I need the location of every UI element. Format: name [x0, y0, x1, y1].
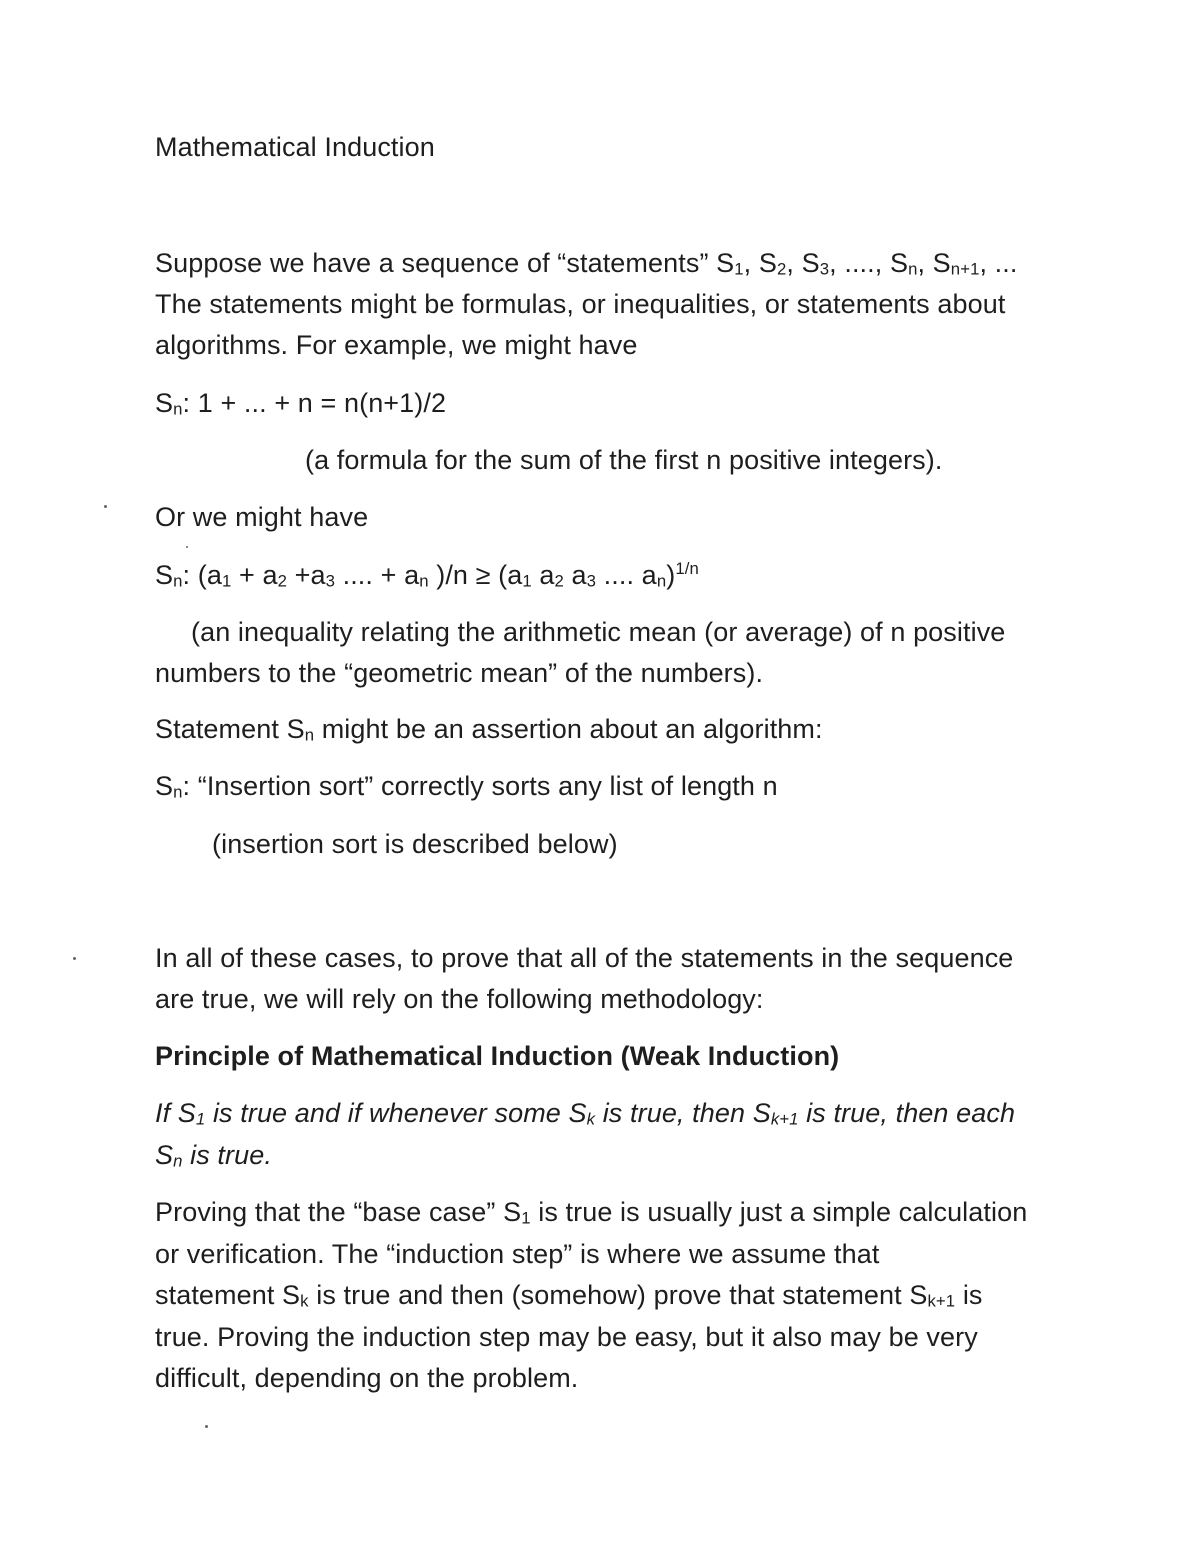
subscript: n+1: [950, 259, 980, 279]
text: : (a: [182, 560, 222, 590]
text: )/n ≥ (a: [428, 560, 523, 590]
principle-heading: Principle of Mathematical Induction (Weak Induction): [155, 1041, 840, 1071]
text: a: [563, 560, 587, 590]
text: S: [155, 1140, 174, 1170]
text: S: [155, 388, 174, 418]
text: Suppose we have a sequence of “statements” S: [155, 248, 735, 278]
subscript: n: [173, 571, 183, 591]
text: might be an assertion about an algorithm:: [314, 714, 823, 744]
scan-speck: [73, 957, 76, 960]
closing-line-4: true. Proving the induction step may be easy, but it also may be very: [155, 1322, 978, 1352]
text: Proving that the “base case” S: [155, 1197, 522, 1227]
text: If S: [155, 1098, 196, 1128]
subscript: 1: [221, 571, 232, 591]
subscript: 3: [325, 571, 335, 591]
text: is true, then each: [798, 1098, 1016, 1128]
example-am-gm-note-1: (an inequality relating the arithmetic mean (or average) of n positive: [191, 617, 1006, 647]
subscript: 1: [195, 1109, 206, 1129]
text: , S: [917, 248, 951, 278]
text: is true.: [182, 1140, 272, 1170]
text: .... + a: [335, 560, 420, 590]
principle-line-2: [155, 1138, 272, 1172]
subscript: n: [656, 571, 667, 591]
subscript: k+1: [927, 1291, 956, 1311]
text: , ...., S: [829, 248, 909, 278]
example-sum-formula: [155, 386, 446, 420]
subscript: 2: [277, 571, 287, 591]
page-title: Mathematical Induction: [155, 132, 435, 162]
text: is true, then S: [595, 1098, 771, 1128]
text: statement S: [155, 1280, 301, 1310]
text: , ...: [979, 248, 1018, 278]
text: .... a: [596, 560, 657, 590]
subscript: n: [304, 725, 315, 745]
example-insertion-sort-note: (insertion sort is described below): [212, 829, 618, 859]
cases-line-2: are true, we will rely on the following methodology:: [155, 984, 764, 1014]
closing-line-2: or verification. The “induction step” is where we assume that: [155, 1239, 880, 1269]
subscript: n: [173, 399, 183, 419]
scan-speck: [205, 1425, 208, 1428]
text: ): [666, 560, 676, 590]
text: S: [155, 771, 174, 801]
example-am-gm-note-2: numbers to the “geometric mean” of the numbers).: [155, 658, 764, 688]
scan-speck: [186, 546, 188, 548]
closing-line-5: difficult, depending on the problem.: [155, 1363, 579, 1393]
subscript: k+1: [770, 1109, 799, 1129]
algorithm-statement: [155, 712, 823, 746]
text: +a: [286, 560, 326, 590]
subscript: n: [908, 259, 918, 279]
text: S: [155, 560, 174, 590]
subscript: k: [586, 1109, 596, 1129]
superscript: 1/n: [675, 558, 699, 578]
intro-line-2: The statements might be formulas, or inequalities, or statements about: [155, 289, 1006, 319]
cases-line-1: In all of these cases, to prove that all of the statements in the sequence: [155, 943, 1014, 973]
subscript: 3: [586, 571, 597, 591]
text: a: [531, 560, 555, 590]
example-am-gm-formula: [155, 558, 699, 592]
text: , S: [743, 248, 777, 278]
principle-line-1: [155, 1096, 1015, 1130]
subscript: k: [300, 1291, 309, 1311]
closing-line-3: [155, 1278, 983, 1312]
subscript: 1: [521, 1208, 531, 1228]
text: + a: [231, 560, 278, 590]
subscript: 3: [819, 259, 830, 279]
subscript: 1: [734, 259, 744, 279]
text: : “Insertion sort” correctly sorts any list of length n: [182, 771, 778, 801]
text: is true and then (somehow) prove that statement S: [308, 1280, 928, 1310]
subscript: 2: [554, 571, 564, 591]
scan-speck: [104, 505, 107, 508]
subscript: n: [173, 782, 183, 802]
subscript: n: [173, 1151, 183, 1171]
subscript: n: [419, 571, 429, 591]
intro-line-1: [155, 246, 1018, 280]
or-line: Or we might have: [155, 502, 369, 532]
text: is true and if whenever some S: [205, 1098, 587, 1128]
text: is true is usually just a simple calculation: [530, 1197, 1028, 1227]
text: , S: [786, 248, 820, 278]
subscript: 1: [522, 571, 532, 591]
closing-line-1: [155, 1195, 1027, 1229]
subscript: 2: [776, 259, 787, 279]
intro-line-3: algorithms. For example, we might have: [155, 330, 638, 360]
text: Statement S: [155, 714, 305, 744]
example-insertion-sort: [155, 769, 778, 803]
text: is: [955, 1280, 983, 1310]
text: : 1 + ... + n = n(n+1)/2: [182, 388, 447, 418]
example-sum-note: (a formula for the sum of the first n positive integers).: [305, 445, 943, 475]
